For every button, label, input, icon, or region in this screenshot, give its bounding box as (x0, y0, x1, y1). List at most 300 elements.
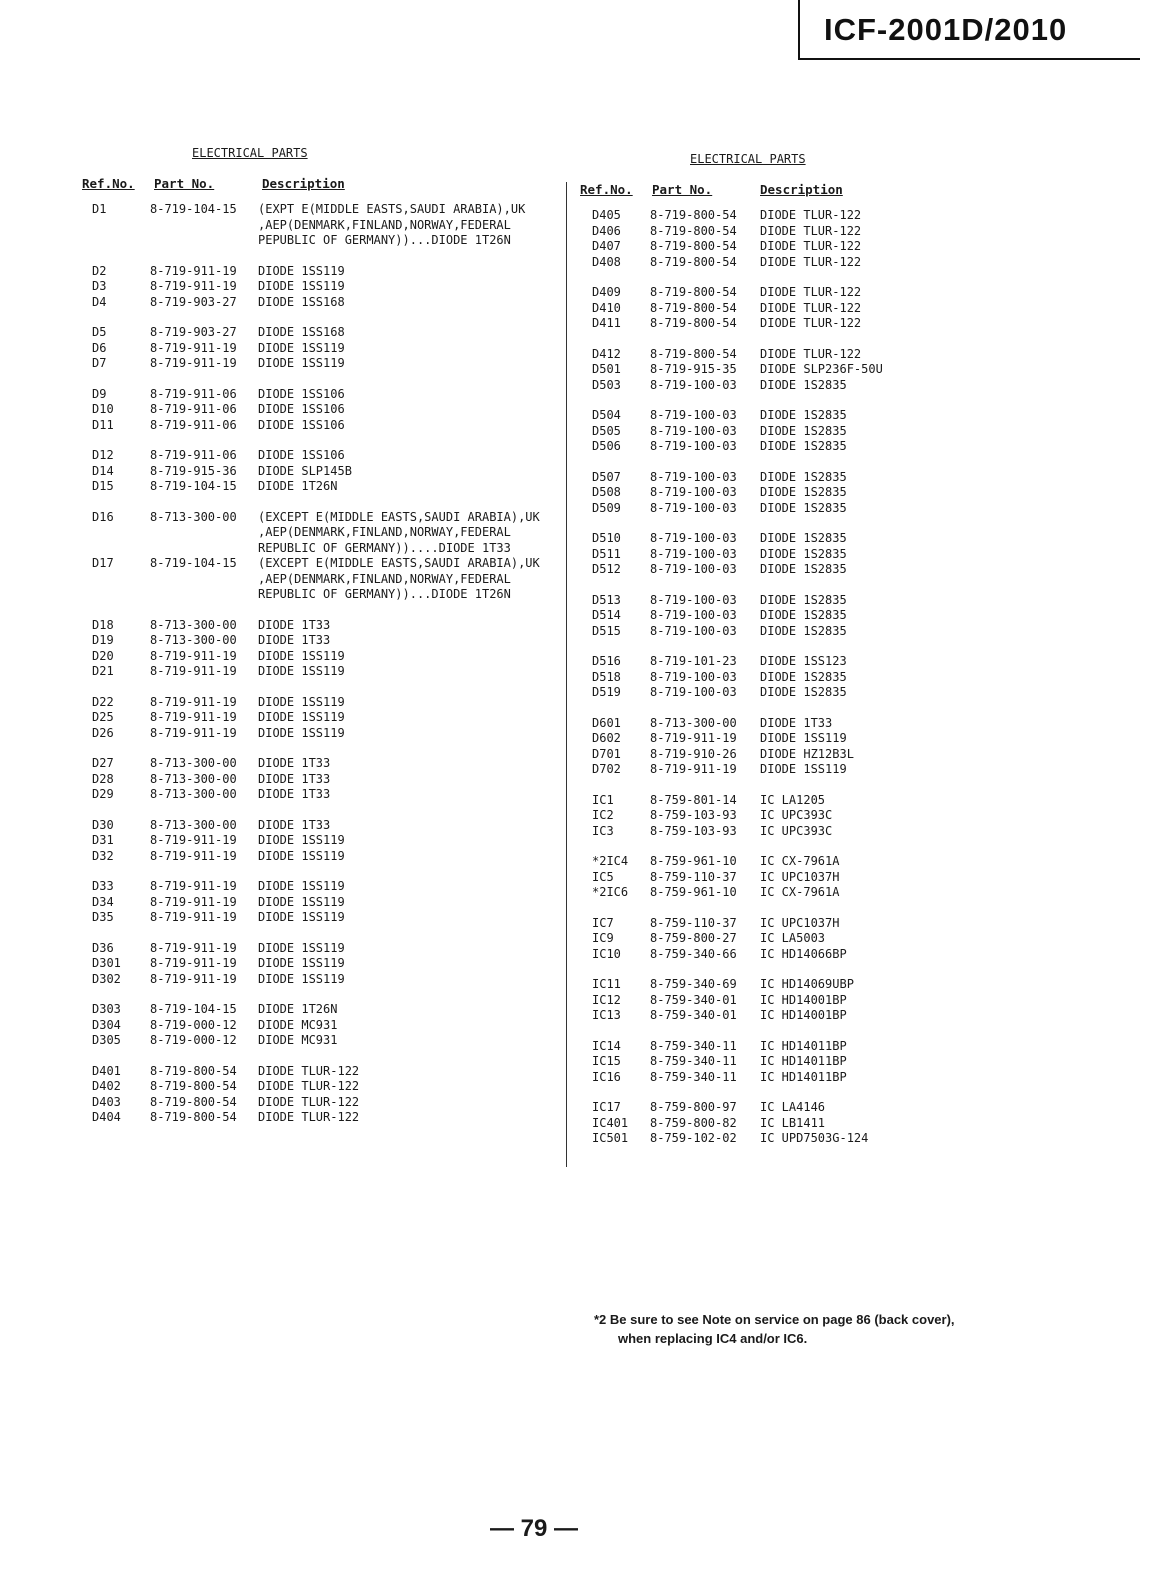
description: DIODE MC931 (258, 1017, 338, 1032)
part-number: 8-719-104-15 (150, 556, 237, 570)
ref-number: D12 (92, 448, 114, 462)
parts-row (570, 1054, 910, 1070)
description: DIODE 1S2835 (760, 592, 847, 607)
parts-group (570, 208, 910, 270)
parts-row (570, 531, 910, 547)
parts-row (82, 1079, 568, 1095)
description: DIODE SLP236F-50U (760, 362, 883, 376)
parts-group (82, 448, 568, 495)
part-number: 8-719-911-06 (150, 417, 237, 432)
part-number: 8-759-110-37 (650, 869, 737, 884)
part-number: 8-759-801-14 (650, 792, 737, 807)
description: IC CX-7961A (760, 885, 840, 899)
part-number: 8-719-800-54 (150, 1110, 237, 1124)
description: DIODE 1S2835 (760, 669, 847, 684)
part-number: 8-713-300-00 (150, 787, 237, 801)
description: DIODE 1S2835 (760, 408, 847, 422)
description: (EXPT E(MIDDLE EASTS,SAUDI ARABIA),UK ,AEP(DENMARK,FINLAND,NORWAY,FEDERAL PEPUBLIC OF GERMANY))...DIODE 1T26N (258, 202, 526, 247)
part-number: 8-719-100-03 (650, 500, 737, 515)
part-number: 8-713-300-00 (650, 715, 737, 730)
description: DIODE 1SS119 (258, 263, 345, 278)
parts-row (82, 756, 568, 772)
ref-number: D35 (92, 910, 114, 924)
part-number: 8-719-911-19 (150, 340, 237, 355)
description: DIODE 1SS119 (258, 848, 345, 863)
parts-row (82, 448, 568, 464)
part-number: 8-719-100-03 (650, 592, 737, 607)
parts-row (82, 356, 568, 372)
parts-group (82, 387, 568, 434)
parts-row (570, 670, 910, 686)
part-number: 8-719-911-19 (150, 940, 237, 955)
description: IC UPC1037H (760, 869, 840, 884)
part-number: 8-713-300-00 (150, 509, 237, 524)
ref-number: D601 (592, 715, 621, 730)
parts-row (570, 208, 910, 224)
part-number: 8-719-100-03 (650, 469, 737, 484)
ref-number: D407 (592, 239, 621, 253)
description: DIODE TLUR-122 (760, 223, 862, 238)
part-number: 8-719-800-54 (150, 1063, 237, 1078)
part-number: 8-719-104-15 (150, 1002, 237, 1016)
parts-row (570, 993, 910, 1009)
parts-row (82, 710, 568, 726)
description: DIODE 1S2835 (760, 500, 847, 515)
description: DIODE 1SS119 (760, 731, 847, 745)
description: DIODE 1SS106 (258, 417, 345, 432)
description: DIODE 1SS106 (258, 448, 345, 462)
parts-row (82, 695, 568, 711)
part-number: 8-759-961-10 (650, 885, 737, 899)
left-desc-header: Description (262, 176, 345, 191)
right-desc-header: Description (760, 182, 843, 197)
parts-group (570, 854, 910, 901)
ref-number: D32 (92, 848, 114, 863)
ref-number: IC501 (592, 1131, 629, 1145)
description: IC LA5003 (760, 931, 826, 945)
right-parts-list (570, 208, 910, 1147)
ref-number: IC401 (592, 1115, 629, 1130)
part-number: 8-719-911-19 (150, 725, 237, 740)
ref-number: IC13 (592, 1008, 621, 1022)
part-number: 8-759-102-02 (650, 1131, 737, 1145)
ref-number: D403 (92, 1094, 121, 1109)
part-number: 8-719-911-19 (150, 694, 237, 709)
description: DIODE 1SS168 (258, 294, 345, 309)
parts-row (82, 787, 568, 803)
description: IC UPD7503G-124 (760, 1131, 869, 1145)
part-number: 8-759-800-82 (650, 1115, 737, 1130)
part-number: 8-719-911-19 (150, 648, 237, 663)
parts-row (82, 1095, 568, 1111)
part-number: 8-719-800-54 (150, 1079, 237, 1093)
ref-number: D510 (592, 531, 621, 545)
description: IC UPC1037H (760, 915, 840, 930)
ref-number: IC14 (592, 1038, 621, 1053)
parts-group (82, 756, 568, 803)
part-number: 8-719-911-19 (150, 848, 237, 863)
parts-row (570, 685, 910, 701)
parts-row (82, 1064, 568, 1080)
ref-number: IC11 (592, 977, 621, 991)
parts-row (82, 1018, 568, 1034)
part-number: 8-719-911-19 (150, 833, 237, 847)
right-parts-column (570, 152, 910, 1162)
description: DIODE TLUR-122 (258, 1063, 360, 1078)
ref-number: D1 (92, 202, 107, 216)
part-number: 8-759-103-93 (650, 808, 737, 822)
ref-number: D302 (92, 971, 121, 986)
description: DIODE 1T33 (258, 787, 331, 801)
description: DIODE 1SS119 (258, 648, 345, 663)
parts-row (570, 870, 910, 886)
part-number: 8-759-340-11 (650, 1054, 737, 1068)
description: IC HD14001BP (760, 992, 847, 1007)
parts-row (82, 910, 568, 926)
ref-number: D303 (92, 1002, 121, 1016)
parts-row (570, 347, 910, 363)
ref-number: IC5 (592, 869, 614, 884)
parts-row (570, 1070, 910, 1086)
parts-row (570, 547, 910, 563)
parts-row (570, 1100, 910, 1116)
ref-number: D18 (92, 617, 114, 632)
part-number: 8-713-300-00 (150, 633, 237, 647)
parts-row (82, 479, 568, 495)
ref-number: D7 (92, 356, 107, 370)
part-number: 8-719-915-36 (150, 463, 237, 478)
parts-row (82, 1110, 568, 1126)
parts-group (570, 793, 910, 840)
ref-number: D4 (92, 294, 107, 309)
ref-number: D404 (92, 1110, 121, 1124)
description: IC HD14011BP (760, 1054, 847, 1068)
description: DIODE 1SS119 (258, 894, 345, 909)
ref-number: D3 (92, 279, 107, 293)
parts-group (570, 654, 910, 701)
part-number: 8-719-911-19 (650, 762, 737, 776)
parts-row (570, 885, 910, 901)
parts-row (570, 593, 910, 609)
parts-group (570, 1100, 910, 1147)
ref-number: D506 (592, 439, 621, 453)
ref-number: D507 (592, 469, 621, 484)
description: DIODE 1SS119 (258, 910, 345, 924)
parts-row (82, 633, 568, 649)
parts-group (570, 1039, 910, 1086)
ref-number: D17 (92, 556, 114, 570)
parts-row (82, 1033, 568, 1049)
description: DIODE 1T26N (258, 479, 338, 493)
description: (EXCEPT E(MIDDLE EASTS,SAUDI ARABIA),UK ,AEP(DENMARK,FINLAND,NORWAY,FEDERAL REPUBLIC OF GERMANY))....DIODE 1T33 (258, 509, 540, 555)
part-number: 8-719-911-19 (650, 731, 737, 745)
left-parts-list (82, 202, 568, 1126)
description: DIODE TLUR-122 (760, 316, 862, 330)
description: DIODE TLUR-122 (258, 1079, 360, 1093)
ref-number: D503 (592, 377, 621, 392)
parts-row (82, 649, 568, 665)
ref-number: D9 (92, 386, 107, 401)
description: DIODE 1SS168 (258, 325, 345, 339)
ref-number: D11 (92, 417, 114, 432)
description: DIODE 1T26N (258, 1002, 338, 1016)
parts-row (570, 916, 910, 932)
description: DIODE 1SS119 (258, 279, 345, 293)
parts-row (570, 1008, 910, 1024)
ref-number: D21 (92, 664, 114, 678)
description: DIODE 1S2835 (760, 469, 847, 484)
description: DIODE 1T33 (258, 817, 331, 832)
parts-row (570, 808, 910, 824)
parts-row (82, 818, 568, 834)
ref-number: D516 (592, 654, 621, 668)
ref-number: D412 (592, 346, 621, 361)
ref-number: D28 (92, 771, 114, 786)
part-number: 8-719-104-15 (150, 479, 237, 493)
parts-row (82, 833, 568, 849)
parts-row (570, 731, 910, 747)
description: DIODE 1SS119 (760, 762, 847, 776)
left-ref-header: Ref.No. (82, 176, 135, 191)
part-number: 8-719-800-54 (650, 208, 737, 222)
description: DIODE 1SS119 (258, 956, 345, 970)
ref-number: D401 (92, 1063, 121, 1078)
part-number: 8-719-100-03 (650, 408, 737, 422)
description: DIODE 1SS119 (258, 340, 345, 355)
parts-group (570, 347, 910, 394)
parts-group (570, 977, 910, 1024)
ref-number: *2IC6 (592, 885, 629, 899)
parts-row (82, 556, 568, 603)
ref-number: D10 (92, 402, 114, 416)
description: DIODE 1T33 (258, 771, 331, 786)
description: DIODE 1S2835 (760, 531, 847, 545)
parts-group (570, 716, 910, 778)
parts-group (82, 264, 568, 311)
parts-row (82, 341, 568, 357)
ref-number: D512 (592, 562, 621, 576)
description: IC HD14011BP (760, 1038, 847, 1053)
part-number: 8-719-800-54 (650, 223, 737, 238)
part-number: 8-719-800-54 (650, 300, 737, 315)
service-footnote (594, 1310, 1034, 1348)
description: IC UPC393C (760, 808, 833, 822)
description: DIODE 1T33 (258, 633, 331, 647)
description: DIODE 1SS119 (258, 356, 345, 370)
part-number: 8-719-911-19 (150, 879, 237, 893)
part-number: 8-713-300-00 (150, 817, 237, 832)
part-number: 8-719-911-06 (150, 402, 237, 416)
part-number: 8-719-911-19 (150, 263, 237, 278)
ref-number: IC2 (592, 808, 614, 822)
ref-number: D410 (592, 300, 621, 315)
ref-number: D701 (592, 746, 621, 761)
parts-group (570, 531, 910, 578)
ref-number: D408 (592, 254, 621, 269)
description: DIODE TLUR-122 (760, 285, 862, 299)
part-number: 8-719-100-03 (650, 685, 737, 699)
right-ref-header: Ref.No. (580, 182, 633, 197)
right-table-header (570, 182, 910, 208)
part-number: 8-719-100-03 (650, 546, 737, 561)
parts-group (82, 695, 568, 742)
description: DIODE TLUR-122 (258, 1094, 360, 1109)
description: DIODE TLUR-122 (258, 1110, 360, 1124)
parts-row (570, 931, 910, 947)
description: DIODE 1SS106 (258, 386, 345, 401)
description: DIODE 1T33 (258, 617, 331, 632)
description: (EXCEPT E(MIDDLE EASTS,SAUDI ARABIA),UK ,AEP(DENMARK,FINLAND,NORWAY,FEDERAL REPUBLIC OF GERMANY))...DIODE 1T26N (258, 556, 540, 601)
description: DIODE 1S2835 (760, 623, 847, 638)
part-number: 8-759-340-69 (650, 977, 737, 991)
ref-number: D14 (92, 463, 114, 478)
parts-row (82, 325, 568, 341)
parts-group (82, 325, 568, 372)
description: DIODE 1SS119 (258, 971, 345, 986)
parts-row (570, 408, 910, 424)
ref-number: D515 (592, 623, 621, 638)
parts-row (82, 879, 568, 895)
parts-row (570, 716, 910, 732)
ref-number: D36 (92, 940, 114, 955)
parts-row (570, 747, 910, 763)
ref-number: D304 (92, 1017, 121, 1032)
description: DIODE SLP145B (258, 463, 352, 478)
part-number: 8-759-800-97 (650, 1100, 737, 1114)
ref-number: D27 (92, 756, 114, 770)
part-number: 8-719-101-23 (650, 654, 737, 668)
ref-number: D513 (592, 592, 621, 607)
part-number: 8-713-300-00 (150, 771, 237, 786)
ref-number: D26 (92, 725, 114, 740)
part-number: 8-719-800-54 (650, 285, 737, 299)
ref-number: D25 (92, 710, 114, 724)
description: IC HD14069UBP (760, 977, 854, 991)
description: DIODE 1SS119 (258, 879, 345, 893)
part-number: 8-719-000-12 (150, 1033, 237, 1047)
parts-row (82, 1002, 568, 1018)
ref-number: D305 (92, 1033, 121, 1047)
parts-row (82, 295, 568, 311)
description: DIODE 1SS106 (258, 402, 345, 416)
part-number: 8-719-911-19 (150, 279, 237, 293)
ref-number: IC17 (592, 1100, 621, 1114)
parts-group (82, 1064, 568, 1126)
description: DIODE 1SS119 (258, 725, 345, 740)
parts-row (570, 316, 910, 332)
part-number: 8-719-000-12 (150, 1017, 237, 1032)
parts-row (82, 387, 568, 403)
parts-row (570, 824, 910, 840)
parts-group (570, 285, 910, 332)
parts-row (82, 772, 568, 788)
ref-number: D6 (92, 340, 107, 355)
part-number: 8-713-300-00 (150, 756, 237, 770)
part-number: 8-759-340-66 (650, 946, 737, 961)
parts-group (570, 470, 910, 517)
ref-number: D29 (92, 787, 114, 801)
part-number: 8-759-110-37 (650, 915, 737, 930)
footnote-line-2: when replacing IC4 and/or IC6. (618, 1331, 808, 1346)
part-number: 8-719-100-03 (650, 669, 737, 684)
description: DIODE 1S2835 (760, 439, 847, 453)
right-section-title: ELECTRICAL PARTS (690, 152, 806, 166)
part-number: 8-759-340-11 (650, 1069, 737, 1084)
ref-number: D19 (92, 633, 114, 647)
ref-number: IC9 (592, 931, 614, 945)
ref-number: D5 (92, 325, 107, 339)
part-number: 8-719-910-26 (650, 746, 737, 761)
description: DIODE MC931 (258, 1033, 338, 1047)
part-number: 8-719-911-19 (150, 710, 237, 724)
parts-row (570, 362, 910, 378)
description: DIODE 1T33 (760, 715, 833, 730)
part-number: 8-759-340-11 (650, 1038, 737, 1053)
ref-number: D514 (592, 608, 621, 622)
description: IC LA4146 (760, 1100, 826, 1114)
part-number: 8-719-911-19 (150, 894, 237, 909)
description: DIODE TLUR-122 (760, 208, 862, 222)
ref-number: D301 (92, 956, 121, 970)
description: DIODE 1SS119 (258, 694, 345, 709)
ref-number: D409 (592, 285, 621, 299)
description: IC CX-7961A (760, 854, 840, 868)
parts-row (82, 418, 568, 434)
left-parts-column (82, 146, 568, 1141)
parts-row (82, 464, 568, 480)
description: DIODE 1SS119 (258, 833, 345, 847)
ref-number: D406 (592, 223, 621, 238)
parts-row (570, 762, 910, 778)
ref-number: D15 (92, 479, 114, 493)
ref-number: D602 (592, 731, 621, 745)
description: DIODE 1SS119 (258, 940, 345, 955)
parts-row (82, 510, 568, 557)
parts-group (82, 618, 568, 680)
part-number: 8-759-800-27 (650, 931, 737, 945)
parts-group (82, 202, 568, 249)
ref-number: D508 (592, 485, 621, 499)
part-number: 8-719-911-19 (150, 664, 237, 678)
parts-row (570, 224, 910, 240)
description: DIODE TLUR-122 (760, 239, 862, 253)
parts-group (570, 408, 910, 455)
ref-number: D22 (92, 694, 114, 709)
description: IC HD14011BP (760, 1069, 847, 1084)
ref-number: D405 (592, 208, 621, 222)
ref-number: D20 (92, 648, 114, 663)
ref-number: IC15 (592, 1054, 621, 1068)
parts-row (570, 439, 910, 455)
ref-number: D509 (592, 500, 621, 515)
part-number: 8-719-911-19 (150, 956, 237, 970)
parts-group (82, 879, 568, 926)
parts-row (570, 501, 910, 517)
parts-row (570, 470, 910, 486)
description: DIODE 1S2835 (760, 485, 847, 499)
part-number: 8-719-100-03 (650, 439, 737, 453)
ref-number: *2IC4 (592, 854, 629, 868)
part-number: 8-719-100-03 (650, 562, 737, 576)
parts-row (82, 402, 568, 418)
parts-row (82, 279, 568, 295)
ref-number: IC7 (592, 915, 614, 930)
part-number: 8-719-104-15 (150, 202, 237, 216)
parts-row (570, 793, 910, 809)
part-number: 8-719-911-19 (150, 971, 237, 986)
ref-number: IC1 (592, 792, 614, 807)
ref-number: D16 (92, 509, 114, 524)
